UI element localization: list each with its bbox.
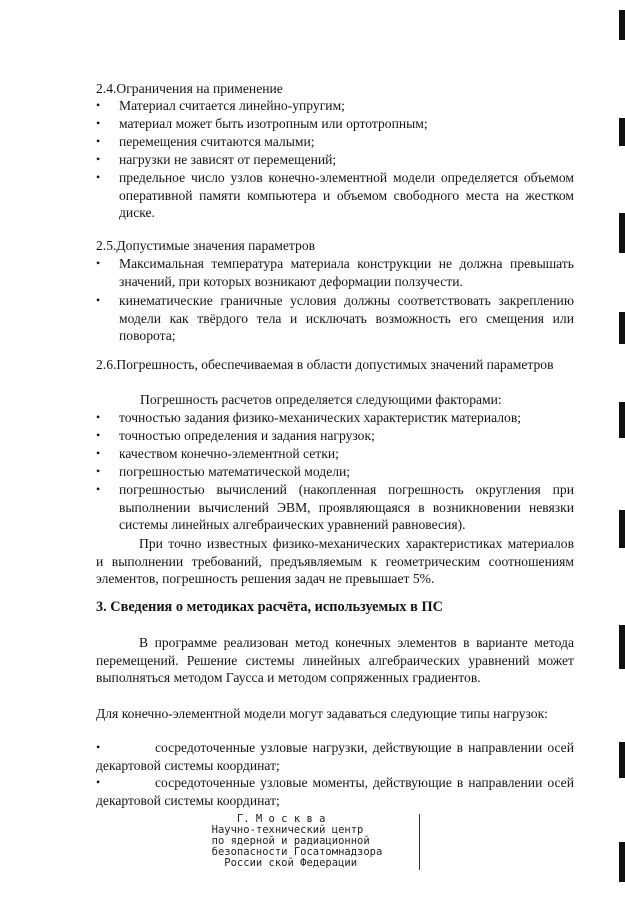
bullet: • [96, 152, 101, 166]
section-3-heading: 3. Сведения о методиках расчёта, используемых в ПС [96, 599, 443, 615]
bullet: • [96, 775, 101, 789]
scan-edge-mark [619, 842, 625, 882]
stamp-line: Г. М о с к в а [199, 813, 326, 825]
scan-edge-mark [619, 625, 625, 669]
list-item: перемещения считаются малыми; [119, 134, 315, 149]
scan-edge-mark [619, 213, 625, 253]
section-3-paragraph: Для конечно-элементной модели могут задаваться следующие типы нагрузок: [96, 706, 548, 721]
list-item: нагрузки не зависят от перемещений; [119, 152, 337, 167]
list-item: предельное число узлов конечно-элементной модели определяется объемом оперативной памяти компьютера и объемом свободного места на жестком диске. [119, 170, 574, 220]
list-item: сосредоточенные узловые моменты, действующие в направлении осей декартовой системы координат; [96, 775, 574, 808]
stamp-line: Научно-технический центр [199, 824, 364, 836]
bullet: • [96, 170, 101, 184]
list-item: материал может быть изотропным или ортотропным; [119, 116, 428, 131]
list-item: кинематические граничные условия должны соответствовать закреплению модели как твёрдого тела и исключать возможность его смещения или поворота; [119, 293, 574, 343]
scan-edge-mark [619, 312, 625, 344]
bullet: • [96, 134, 101, 148]
scan-edge-mark [619, 10, 625, 40]
scan-edge-mark [619, 510, 625, 548]
bullet: • [96, 293, 101, 307]
scan-edge-mark [619, 402, 625, 438]
list-item: погрешностью вычислений (накопленная погрешность округления при выполнении вычислений ЭВМ, проявляющаяся в возникновении невязки системы линейных алгебраических уравнений равновесия). [119, 482, 574, 532]
bullet: • [96, 464, 101, 478]
bullet: • [96, 410, 101, 424]
section-2-6-closing: При точно известных физико-механических характеристиках материалов и выполнении требований, предъявляемым к геометрическим соотношениям элементов, погрешность решения задач не превышает 5%. [96, 536, 574, 586]
list-item: точностью определения и задания нагрузок; [119, 428, 375, 443]
list-item: Максимальная температура материала конструкции не должна превышать значений, при которых возникают деформации ползучести. [119, 256, 574, 289]
stamp-line: безопасности Госатомнадзора [199, 846, 383, 858]
list-item: сосредоточенные узловые нагрузки, действующие в направлении осей декартовой системы координат; [96, 740, 574, 773]
scan-edge-mark [619, 742, 625, 778]
stamp-line: по ядерной и радиационной [199, 835, 370, 847]
list-item: качеством конечно-элементной сетки; [119, 446, 339, 461]
section-2-4-heading: 2.4.Ограничения на применение [96, 81, 283, 96]
bullet: • [96, 446, 101, 460]
bullet: • [96, 116, 101, 130]
organization-stamp [199, 814, 420, 870]
list-item: Материал считается линейно-упругим; [119, 98, 345, 113]
list-item: точностью задания физико-механических характеристик материалов; [119, 410, 522, 425]
bullet: • [96, 98, 101, 112]
section-2-6-intro: Погрешность расчетов определяется следующими факторами: [140, 392, 502, 407]
bullet: • [96, 428, 101, 442]
section-3-paragraph: В программе реализован метод конечных элементов в варианте метода перемещений. Решение системы линейных алгебраических уравнений может выполняться методом Гаусса и методом сопряженных градиентов. [96, 635, 574, 685]
bullet: • [96, 256, 101, 270]
stamp-line: России ской Федерации [199, 857, 358, 869]
section-2-5-heading: 2.5.Допустимые значения параметров [96, 238, 316, 253]
scan-edge-mark [619, 118, 625, 146]
bullet: • [96, 740, 101, 754]
bullet: • [96, 482, 101, 496]
list-item: погрешностью математической модели; [119, 464, 351, 479]
section-2-6-heading: 2.6.Погрешность, обеспечиваемая в области допустимых значений параметров [96, 357, 554, 372]
